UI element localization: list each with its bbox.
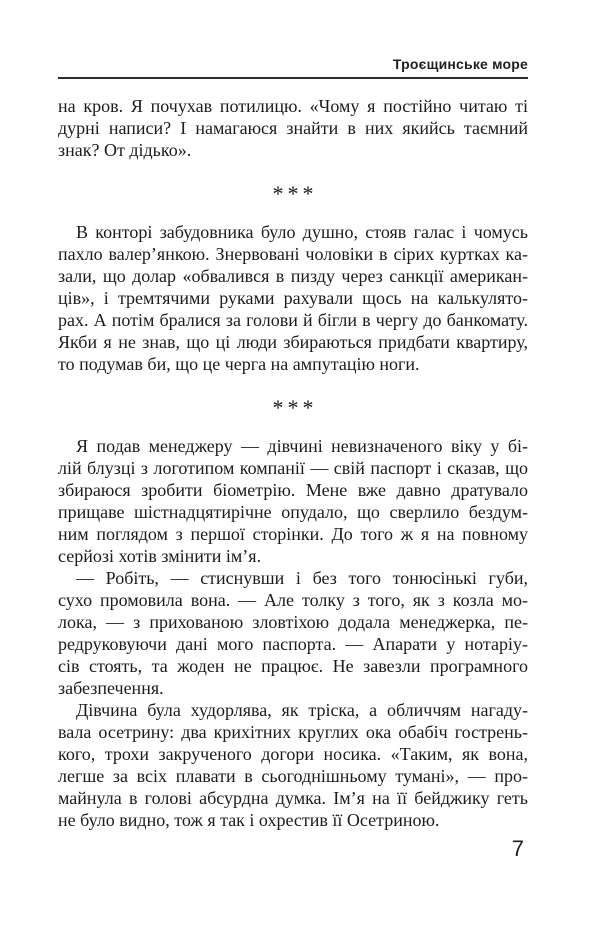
paragraph	[58, 95, 528, 161]
page-content	[58, 0, 528, 861]
text-line: пахло валер’янкою. Знервовані чоловіки в сірих куртках ка-	[58, 244, 528, 264]
text-line: сів стоять, та жоден не працює. Не завезли програмного	[58, 656, 528, 676]
paragraph	[58, 567, 528, 699]
text-line: кого, трохи закрученого догори носика. «Таким, як вона,	[58, 744, 528, 764]
text-line: Якби я не знав, що ці люди збираються придбати квартиру,	[58, 332, 528, 352]
text-line: на кров. Я почухав потилицю. «Чому я постійно читаю ті	[58, 96, 528, 116]
text-line: серйозі хотів змінити ім’я.	[58, 546, 262, 566]
text-line: не було видно, тож я так і охрестив її Осетриною.	[58, 810, 440, 830]
text-line: знак? От дідько».	[58, 140, 192, 160]
text-line: майнула в голові абсурдна думка. Ім’я на її бейджику геть	[58, 788, 528, 808]
text-line: — Робіть, — стиснувши і без того тонюсінькі губи,	[76, 568, 528, 588]
text-line: сухо промовила вона. — Але толку з того, як з козла мо-	[58, 590, 528, 610]
page-body	[58, 95, 528, 831]
text-line: лій блузці з логотипом компанії — свій паспорт і сказав, що	[58, 458, 528, 478]
running-header-title: Троєщинське море	[392, 56, 528, 72]
text-line: зали, що долар «обвалився в пизду через санкції американ-	[58, 266, 528, 286]
paragraph	[58, 699, 528, 831]
section-separator: ***	[272, 181, 318, 206]
text-line: забезпечення.	[58, 678, 164, 698]
text-line: вала осетрину: два крихітних круглих ока обабіч гострень-	[58, 722, 528, 742]
paragraph	[58, 435, 528, 567]
text-line: редруковуючи дані мого паспорта. — Апарати у нотаріу-	[58, 634, 528, 654]
text-line: прищаве шістнадцятирічне опудало, що сверлило бездум-	[58, 502, 528, 522]
text-line: лока, — з прихованою зловтіхою додала менеджерка, пе-	[58, 612, 528, 632]
text-line: рах. А потім бралися за голови й бігли в чергу до банкомату.	[58, 310, 528, 330]
header-rule	[58, 77, 528, 79]
text-line: дурні написи? І намагаюся знайти в них якийсь таємний	[58, 118, 528, 138]
page-number: 7	[511, 836, 524, 861]
section-separator: ***	[272, 395, 318, 420]
text-line: В конторі забудовника було душно, стояв галас і чомусь	[76, 222, 528, 242]
text-line: легше за всіх плавати в сьогоднішньому тумані», — про-	[58, 766, 528, 786]
text-line: Я подав менеджеру — дівчині невизначеного віку у бі-	[76, 436, 528, 456]
text-line: збираюся зробити біометрію. Мене вже давно дратувало	[58, 480, 528, 500]
paragraph	[58, 221, 528, 375]
text-line: ців», і тремтячими руками рахували щось на калькулято-	[58, 288, 528, 308]
text-line: то подумав би, що це черга на ампутацію ноги.	[58, 354, 420, 374]
text-line: Дівчина була худорлява, як тріска, а обличчям нагаду-	[76, 700, 528, 720]
text-line: ним поглядом з першої сторінки. До того ж я на повному	[58, 524, 528, 544]
